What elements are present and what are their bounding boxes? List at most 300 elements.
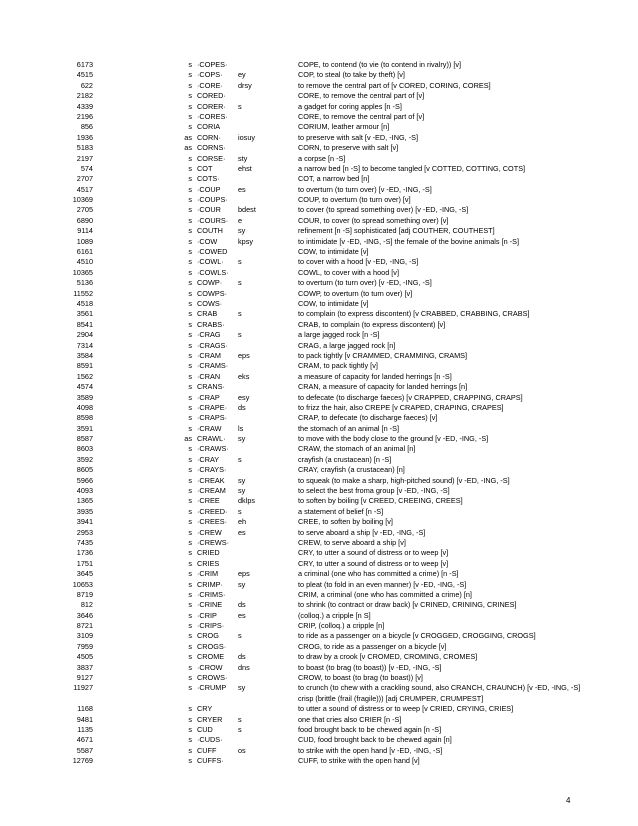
front-hooks: s bbox=[188, 444, 192, 454]
front-hooks: s bbox=[188, 413, 192, 423]
back-hooks: s bbox=[238, 330, 242, 340]
list-item bbox=[0, 112, 638, 122]
entry-number: 9481 bbox=[76, 714, 93, 724]
word: ·CRAYS· bbox=[197, 465, 227, 475]
list-item bbox=[0, 559, 638, 569]
list-item bbox=[0, 299, 638, 309]
word: ·CRAMS· bbox=[197, 361, 229, 371]
front-hooks: s bbox=[188, 589, 192, 599]
word: ·CRIPS· bbox=[197, 621, 225, 631]
list-item bbox=[0, 382, 638, 392]
entry-number: 8719 bbox=[76, 589, 93, 599]
list-item bbox=[0, 735, 638, 745]
entry-number: 1089 bbox=[76, 236, 93, 246]
entry-number: 8591 bbox=[76, 361, 93, 371]
definition: a gadget for coring apples [n -S] bbox=[298, 101, 402, 111]
word: ·CRAPS· bbox=[197, 413, 227, 423]
entry-number: 11552 bbox=[73, 288, 93, 298]
list-item bbox=[0, 320, 638, 330]
entry-number: 4517 bbox=[76, 184, 93, 194]
list-item bbox=[0, 81, 638, 91]
front-hooks: s bbox=[188, 371, 192, 381]
definition: a narrow bed [n -S] to become tangled [v COTTED, COTTING, COTS] bbox=[298, 163, 526, 173]
definition: COP, to steal (to take by theft) [v] bbox=[298, 70, 405, 80]
front-hooks: s bbox=[188, 70, 192, 80]
back-hooks: eks bbox=[238, 371, 250, 381]
entry-number: 856 bbox=[80, 122, 93, 132]
list-item bbox=[0, 289, 638, 299]
definition: refinement [n -S] sophisticated [adj COUTHER, COUTHEST] bbox=[298, 226, 495, 236]
front-hooks: s bbox=[188, 704, 192, 714]
word: CRAB bbox=[197, 309, 218, 319]
front-hooks: s bbox=[188, 361, 192, 371]
entry-number: 3935 bbox=[76, 506, 93, 516]
back-hooks: s bbox=[238, 725, 242, 735]
word: ·CORES· bbox=[197, 111, 228, 121]
front-hooks: s bbox=[188, 735, 192, 745]
word: ·CREES· bbox=[197, 517, 227, 527]
entry-number: 10365 bbox=[72, 267, 93, 277]
word: CUD bbox=[197, 725, 213, 735]
front-hooks: s bbox=[188, 579, 192, 589]
back-hooks: s bbox=[238, 257, 242, 267]
word: CUFF bbox=[197, 745, 217, 755]
list-item bbox=[0, 70, 638, 80]
entry-number: 2904 bbox=[76, 330, 93, 340]
back-hooks: eh bbox=[238, 517, 247, 527]
list-item bbox=[0, 143, 638, 153]
entry-number: 3592 bbox=[76, 454, 93, 464]
word: ·CROW bbox=[197, 662, 223, 672]
front-hooks: s bbox=[188, 517, 192, 527]
front-hooks: s bbox=[188, 215, 192, 225]
word: ·CRAM bbox=[197, 350, 221, 360]
back-hooks: os bbox=[238, 745, 246, 755]
entry-number: 4098 bbox=[76, 402, 93, 412]
entry-number: 1365 bbox=[76, 496, 93, 506]
word: ·CRINE bbox=[197, 600, 223, 610]
definition: to shrink (to contract or draw back) [v CRINED, CRINING, CRINES] bbox=[298, 600, 517, 610]
word: ·CRAW bbox=[197, 423, 222, 433]
definition: COWP, to overturn (to turn over) [v] bbox=[298, 288, 413, 298]
list-item bbox=[0, 590, 638, 600]
front-hooks: as bbox=[184, 143, 192, 153]
list-item bbox=[0, 195, 638, 205]
back-hooks: sy bbox=[238, 579, 246, 589]
front-hooks: s bbox=[188, 465, 192, 475]
word: COWS· bbox=[197, 298, 223, 308]
word: ·COWLS· bbox=[197, 267, 229, 277]
definition: CRAM, to pack tightly [v] bbox=[298, 361, 378, 371]
entry-number: 3589 bbox=[76, 392, 93, 402]
back-hooks: esy bbox=[238, 392, 250, 402]
front-hooks: s bbox=[188, 278, 192, 288]
word: ·COPS· bbox=[197, 70, 223, 80]
definition: CRAP, to defecate (to discharge faeces) [v] bbox=[298, 413, 438, 423]
definition: one that cries also CRIER [n -S] bbox=[298, 714, 402, 724]
front-hooks: s bbox=[188, 205, 192, 215]
back-hooks: drsy bbox=[238, 80, 252, 90]
word: CORER· bbox=[197, 101, 226, 111]
entry-number: 3584 bbox=[76, 350, 93, 360]
front-hooks: s bbox=[188, 454, 192, 464]
list-item bbox=[0, 715, 638, 725]
list-item bbox=[0, 102, 638, 112]
front-hooks: s bbox=[188, 475, 192, 485]
back-hooks: sy bbox=[238, 434, 246, 444]
definition: to move with the body close to the ground [v -ED, -ING, -S] bbox=[298, 434, 489, 444]
entry-number: 1751 bbox=[76, 558, 93, 568]
word: ·COWL· bbox=[197, 257, 224, 267]
back-hooks: sy bbox=[238, 486, 246, 496]
list-item bbox=[0, 309, 638, 319]
front-hooks: s bbox=[188, 423, 192, 433]
word: COWPS· bbox=[197, 288, 227, 298]
front-hooks: s bbox=[188, 382, 192, 392]
front-hooks: s bbox=[188, 725, 192, 735]
word: ·CREE bbox=[197, 496, 220, 506]
front-hooks: s bbox=[188, 569, 192, 579]
back-hooks: es bbox=[238, 610, 246, 620]
page-number: 4 bbox=[566, 796, 571, 805]
definition: CUD, food brought back to be chewed again [n] bbox=[298, 735, 452, 745]
list-item bbox=[0, 548, 638, 558]
entry-number: 6173 bbox=[76, 60, 93, 69]
list-item bbox=[0, 174, 638, 184]
front-hooks: s bbox=[188, 247, 192, 257]
word-list bbox=[0, 60, 638, 767]
front-hooks: s bbox=[188, 662, 192, 672]
entry-number: 8603 bbox=[76, 444, 93, 454]
back-hooks: sty bbox=[238, 153, 248, 163]
word: ·CREWS· bbox=[197, 537, 230, 547]
word: CORN· bbox=[197, 132, 221, 142]
front-hooks: s bbox=[188, 101, 192, 111]
front-hooks: s bbox=[188, 350, 192, 360]
entry-number: 12769 bbox=[72, 756, 93, 766]
definition: COT, a narrow bed [n] bbox=[298, 174, 370, 184]
list-item bbox=[0, 621, 638, 631]
definition: crayfish (a crustacean) [n -S] bbox=[298, 454, 392, 464]
front-hooks: s bbox=[188, 506, 192, 516]
word: ·CRAWS· bbox=[197, 444, 229, 454]
entry-number: 1562 bbox=[76, 371, 93, 381]
definition: CORE, to remove the central part of [v] bbox=[298, 111, 425, 121]
entry-number: 7435 bbox=[76, 537, 93, 547]
list-item bbox=[0, 496, 638, 506]
front-hooks: s bbox=[188, 226, 192, 236]
list-item bbox=[0, 611, 638, 621]
back-hooks: s bbox=[238, 714, 242, 724]
list-item bbox=[0, 413, 638, 423]
front-hooks: s bbox=[188, 257, 192, 267]
front-hooks: s bbox=[188, 558, 192, 568]
word: ·COUPS· bbox=[197, 195, 228, 205]
definition: COW, to intimidate [v] bbox=[298, 298, 369, 308]
list-item bbox=[0, 205, 638, 215]
word: ·CRAP bbox=[197, 392, 220, 402]
definition: to defecate (to discharge faeces) [v CRAPPED, CRAPPING, CRAPS] bbox=[298, 392, 523, 402]
list-item bbox=[0, 278, 638, 288]
front-hooks: s bbox=[188, 548, 192, 558]
entry-number: 2182 bbox=[76, 91, 93, 101]
word: ·CREAK bbox=[197, 475, 225, 485]
entry-number: 4339 bbox=[76, 101, 93, 111]
word: CORED· bbox=[197, 91, 226, 101]
list-item bbox=[0, 444, 638, 454]
entry-number: 8605 bbox=[76, 465, 93, 475]
back-hooks: iosuy bbox=[238, 132, 256, 142]
word: CRABS· bbox=[197, 319, 225, 329]
word: ·COURS· bbox=[197, 215, 229, 225]
list-item bbox=[0, 185, 638, 195]
front-hooks: s bbox=[188, 402, 192, 412]
definition: to cover (to spread something over) [v -ED, -ING, -S] bbox=[298, 205, 469, 215]
back-hooks: s bbox=[238, 101, 242, 111]
back-hooks: bdest bbox=[238, 205, 256, 215]
definition: to preserve with salt [v -ED, -ING, -S] bbox=[298, 132, 419, 142]
entry-number: 1936 bbox=[76, 132, 93, 142]
back-hooks: eps bbox=[238, 350, 250, 360]
front-hooks: s bbox=[188, 122, 192, 132]
front-hooks: s bbox=[188, 673, 192, 683]
front-hooks: as bbox=[184, 132, 192, 142]
definition: to pack tightly [v CRAMMED, CRAMMING, CRAMS] bbox=[298, 350, 468, 360]
entry-number: 11927 bbox=[73, 683, 93, 693]
list-item bbox=[0, 154, 638, 164]
definition: CORN, to preserve with salt [v] bbox=[298, 143, 399, 153]
list-item bbox=[0, 133, 638, 143]
word: COUTH bbox=[197, 226, 223, 236]
list-item bbox=[0, 247, 638, 257]
list-item bbox=[0, 424, 638, 434]
front-hooks: s bbox=[188, 714, 192, 724]
entry-number: 3561 bbox=[76, 309, 93, 319]
list-item bbox=[0, 351, 638, 361]
list-item bbox=[0, 330, 638, 340]
word: ·CRIM bbox=[197, 569, 219, 579]
list-item bbox=[0, 341, 638, 351]
entry-number: 7959 bbox=[76, 641, 93, 651]
entry-number: 5136 bbox=[76, 278, 93, 288]
definition: (colloq.) a cripple [n S] bbox=[298, 610, 371, 620]
front-hooks: s bbox=[188, 641, 192, 651]
entry-number: 2705 bbox=[76, 205, 93, 215]
word: ·CRAN bbox=[197, 371, 221, 381]
definition: a measure of capacity for landed herrings [n -S] bbox=[298, 371, 452, 381]
entry-number: 6890 bbox=[76, 215, 93, 225]
back-hooks: e bbox=[238, 215, 243, 225]
word: COTS· bbox=[197, 174, 220, 184]
list-item bbox=[0, 361, 638, 371]
back-hooks: ehst bbox=[238, 163, 252, 173]
entry-number: 4505 bbox=[76, 652, 93, 662]
definition: to ride as a passenger on a bicycle [v CROGGED, CROGGING, CROGS] bbox=[298, 631, 536, 641]
back-hooks: sy bbox=[238, 475, 246, 485]
definition: to remove the central part of [v CORED, CORING, CORES] bbox=[298, 80, 491, 90]
definition: CRIM, a criminal (one who has committed a crime) [n] bbox=[298, 589, 472, 599]
word: CROME bbox=[197, 652, 225, 662]
front-hooks: s bbox=[188, 153, 192, 163]
definition: CRAY, crayfish (a crustacean) [n] bbox=[298, 465, 405, 475]
word: CROWS· bbox=[197, 673, 228, 683]
entry-number: 2197 bbox=[76, 153, 93, 163]
front-hooks: s bbox=[188, 195, 192, 205]
entry-number: 1736 bbox=[76, 548, 93, 558]
definition: COUP, to overturn (to turn over) [v] bbox=[298, 195, 411, 205]
list-item bbox=[0, 465, 638, 475]
entry-number: 8541 bbox=[76, 319, 93, 329]
entry-number: 8598 bbox=[76, 413, 93, 423]
back-hooks: dklps bbox=[238, 496, 256, 506]
definition: to squeak (to make a sharp, high-pitched sound) [v -ED, -ING, -S] bbox=[298, 475, 510, 485]
word: CRIMP· bbox=[197, 579, 223, 589]
word: ·COW bbox=[197, 236, 218, 246]
entry-number: 9127 bbox=[76, 673, 93, 683]
front-hooks: s bbox=[188, 267, 192, 277]
list-item bbox=[0, 683, 638, 704]
front-hooks: s bbox=[188, 537, 192, 547]
definition: COPE, to contend (to vie (to contend in rivalry)) [v] bbox=[298, 60, 462, 69]
entry-number: 5966 bbox=[76, 475, 93, 485]
definition: CROW, to boast (to brag (to boast)) [v] bbox=[298, 673, 423, 683]
front-hooks: s bbox=[188, 319, 192, 329]
definition: to cover with a hood [v -ED, -ING, -S] bbox=[298, 257, 419, 267]
list-item bbox=[0, 631, 638, 641]
list-item bbox=[0, 507, 638, 517]
word: CROGS· bbox=[197, 641, 227, 651]
word: CRAWL· bbox=[197, 434, 226, 444]
front-hooks: s bbox=[188, 288, 192, 298]
back-hooks: dns bbox=[238, 662, 250, 672]
definition: COUR, to cover (to spread something over) [v] bbox=[298, 215, 449, 225]
definition: to strike with the open hand [v -ED, -ING, -S] bbox=[298, 745, 443, 755]
list-item bbox=[0, 663, 638, 673]
back-hooks: s bbox=[238, 506, 242, 516]
list-item bbox=[0, 538, 638, 548]
definition: a corpse [n -S] bbox=[298, 153, 346, 163]
front-hooks: s bbox=[188, 330, 192, 340]
entry-number: 4093 bbox=[76, 486, 93, 496]
back-hooks: s bbox=[238, 309, 242, 319]
word: ·COWED bbox=[197, 247, 228, 257]
front-hooks: s bbox=[188, 496, 192, 506]
entry-number: 3109 bbox=[76, 631, 93, 641]
front-hooks: s bbox=[188, 631, 192, 641]
front-hooks: s bbox=[188, 610, 192, 620]
front-hooks: s bbox=[188, 527, 192, 537]
definition: a criminal (one who has committed a crime) [n -S] bbox=[298, 569, 459, 579]
list-item bbox=[0, 434, 638, 444]
entry-number: 574 bbox=[80, 163, 93, 173]
front-hooks: s bbox=[188, 111, 192, 121]
list-item bbox=[0, 91, 638, 101]
back-hooks: eps bbox=[238, 569, 250, 579]
list-item bbox=[0, 237, 638, 247]
definition: to intimidate [v -ED, -ING, -S] the female of the bovine animals [n -S] bbox=[298, 236, 520, 246]
front-hooks: s bbox=[188, 91, 192, 101]
entry-number: 1135 bbox=[77, 725, 93, 735]
list-item bbox=[0, 372, 638, 382]
front-hooks: s bbox=[188, 236, 192, 246]
entry-number: 3591 bbox=[76, 423, 93, 433]
entry-number: 3941 bbox=[76, 517, 93, 527]
word: ·COUP bbox=[197, 184, 221, 194]
word: CROG bbox=[197, 631, 219, 641]
front-hooks: s bbox=[188, 163, 192, 173]
list-item bbox=[0, 673, 638, 683]
word: ·CRAG bbox=[197, 330, 221, 340]
word: ·CRAPE· bbox=[197, 402, 227, 412]
back-hooks: kpsy bbox=[238, 236, 254, 246]
front-hooks: s bbox=[188, 298, 192, 308]
entry-number: 10653 bbox=[72, 579, 93, 589]
definition: COWL, to cover with a hood [v] bbox=[298, 267, 399, 277]
word: CRY bbox=[197, 704, 213, 714]
front-hooks: s bbox=[188, 486, 192, 496]
definition: food brought back to be chewed again [n -S] bbox=[298, 725, 442, 735]
list-item bbox=[0, 746, 638, 756]
word: CORIA bbox=[197, 122, 221, 132]
entry-number: 8587 bbox=[76, 434, 93, 444]
list-item bbox=[0, 164, 638, 174]
entry-number: 4574 bbox=[76, 382, 93, 392]
list-item bbox=[0, 704, 638, 714]
word: ·COUR bbox=[197, 205, 221, 215]
front-hooks: s bbox=[188, 392, 192, 402]
definition: CRAB, to complain (to express discontent) [v] bbox=[298, 319, 446, 329]
front-hooks: s bbox=[188, 683, 192, 693]
front-hooks: s bbox=[188, 652, 192, 662]
list-item bbox=[0, 122, 638, 132]
back-hooks: ds bbox=[238, 600, 246, 610]
front-hooks: s bbox=[188, 745, 192, 755]
entry-number: 2953 bbox=[76, 527, 93, 537]
definition: to utter a sound of distress or to weep [v CRIED, CRYING, CRIES] bbox=[298, 704, 514, 714]
definition: to serve aboard a ship [v -ED, -ING, -S] bbox=[298, 527, 426, 537]
front-hooks: s bbox=[188, 184, 192, 194]
list-item bbox=[0, 476, 638, 486]
definition: CRY, to utter a sound of distress or to weep [v] bbox=[298, 548, 449, 558]
list-item bbox=[0, 528, 638, 538]
definition: CREE, to soften by boiling [v] bbox=[298, 517, 393, 527]
list-item bbox=[0, 486, 638, 496]
definition: to overturn (to turn over) [v -ED, -ING, -S] bbox=[298, 278, 432, 288]
front-hooks: s bbox=[188, 600, 192, 610]
front-hooks: as bbox=[184, 434, 192, 444]
entry-number: 3837 bbox=[76, 662, 93, 672]
word: CRIED bbox=[197, 548, 220, 558]
entry-number: 9114 bbox=[77, 226, 93, 236]
definition: a large jagged rock [n -S] bbox=[298, 330, 380, 340]
word: CUFFS· bbox=[197, 756, 224, 766]
list-item bbox=[0, 403, 638, 413]
entry-number: 3645 bbox=[76, 569, 93, 579]
front-hooks: s bbox=[188, 80, 192, 90]
definition: to complain (to express discontent) [v CRABBED, CRABBING, CRABS] bbox=[298, 309, 530, 319]
front-hooks: s bbox=[188, 756, 192, 766]
definition: CROG, to ride as a passenger on a bicycle [v] bbox=[298, 641, 447, 651]
definition: CORIUM, leather armour [n] bbox=[298, 122, 390, 132]
word: CORNS· bbox=[197, 143, 226, 153]
definition: CRAW, the stomach of an animal [n] bbox=[298, 444, 416, 454]
list-item bbox=[0, 268, 638, 278]
list-item bbox=[0, 226, 638, 236]
definition: COW, to intimidate [v] bbox=[298, 247, 369, 257]
entry-number: 10369 bbox=[72, 195, 93, 205]
word: CORSE· bbox=[197, 153, 226, 163]
definition: CRIP, (colloq.) a cripple [n] bbox=[298, 621, 385, 631]
